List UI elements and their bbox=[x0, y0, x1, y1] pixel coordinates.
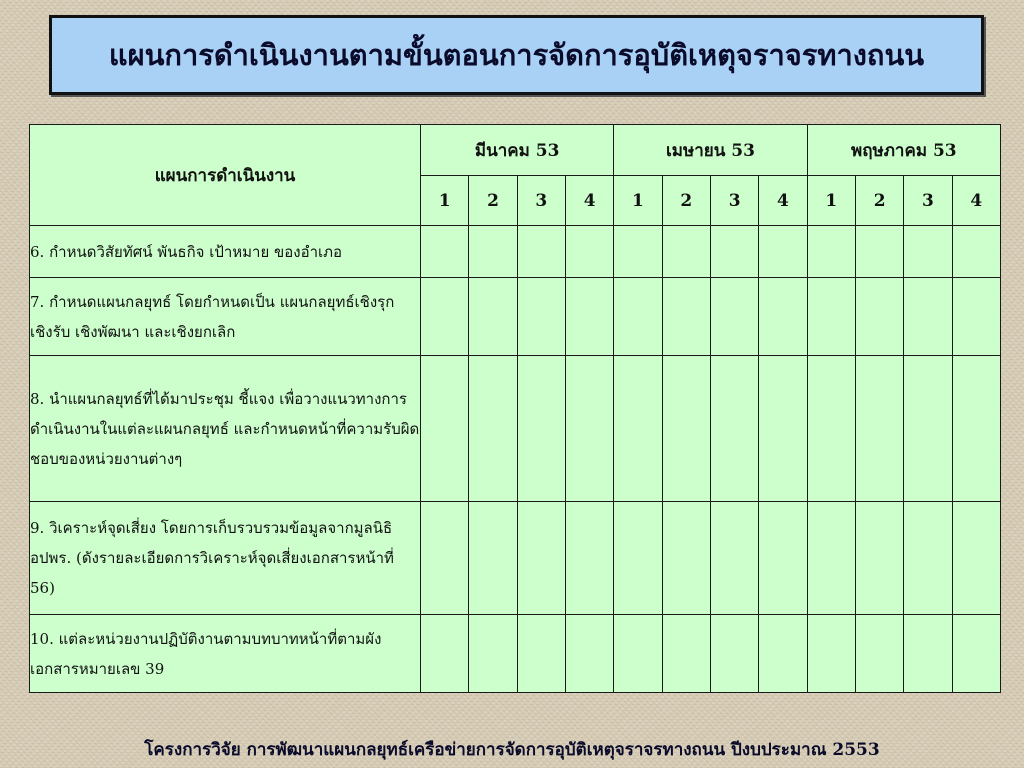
task-text: 9. วิเคราะห์จุดเสี่ยง โดยการเก็บรวบรวมข้อมูลจากมูลนิธิ อปพร. (ดังรายละเอียดการวิเคราะห์จุดเสี่ยงเอกสารหน้าที่ 56) bbox=[30, 502, 421, 615]
schedule-cell bbox=[807, 356, 855, 502]
schedule-cell bbox=[662, 615, 710, 693]
week-header: 2 bbox=[855, 176, 903, 226]
schedule-cell bbox=[614, 356, 662, 502]
week-header: 1 bbox=[421, 176, 469, 226]
schedule-cell bbox=[855, 356, 903, 502]
schedule-cell bbox=[469, 615, 517, 693]
schedule-cell bbox=[614, 278, 662, 356]
schedule-cell bbox=[421, 356, 469, 502]
schedule-cell bbox=[710, 278, 758, 356]
schedule-cell bbox=[759, 278, 807, 356]
schedule-cell bbox=[855, 502, 903, 615]
schedule-cell bbox=[904, 615, 952, 693]
task-text: 10. แต่ละหน่วยงานปฏิบัติงานตามบทบาทหน้าที่ตามผังเอกสารหมายเลข 39 bbox=[30, 615, 421, 693]
slide-title: แผนการดำเนินงานตามขั้นตอนการจัดการอุบัติเหตุจราจรทางถนน bbox=[108, 38, 925, 72]
schedule-cell bbox=[565, 502, 613, 615]
schedule-cell bbox=[807, 226, 855, 278]
month-header-april: เมษายน 53 bbox=[614, 125, 807, 176]
schedule-cell bbox=[904, 356, 952, 502]
plan-table bbox=[29, 124, 1001, 693]
schedule-cell bbox=[662, 356, 710, 502]
week-header: 3 bbox=[904, 176, 952, 226]
schedule-cell bbox=[759, 226, 807, 278]
schedule-cell bbox=[517, 502, 565, 615]
schedule-cell bbox=[517, 278, 565, 356]
schedule-cell bbox=[421, 502, 469, 615]
week-header: 1 bbox=[614, 176, 662, 226]
schedule-cell bbox=[759, 356, 807, 502]
schedule-cell bbox=[952, 356, 1000, 502]
table-row bbox=[30, 502, 1001, 615]
schedule-cell bbox=[517, 226, 565, 278]
footer-caption: โครงการวิจัย การพัฒนาแผนกลยุทธ์เครือข่ายการจัดการอุบัติเหตุจราจรทางถนน ปีงบประมาณ 2553 bbox=[144, 740, 880, 760]
task-text: 7. กำหนดแผนกลยุทธ์ โดยกำหนดเป็น แผนกลยุทธ์เชิงรุก เชิงรับ เชิงพัฒนา และเชิงยกเลิก bbox=[30, 278, 421, 356]
schedule-cell bbox=[807, 502, 855, 615]
schedule-cell bbox=[952, 615, 1000, 693]
schedule-cell bbox=[662, 278, 710, 356]
week-header: 1 bbox=[807, 176, 855, 226]
schedule-cell bbox=[759, 502, 807, 615]
schedule-cell bbox=[469, 356, 517, 502]
schedule-cell bbox=[614, 226, 662, 278]
table-row bbox=[30, 226, 1001, 278]
task-text: 8. นำแผนกลยุทธ์ที่ได้มาประชุม ชี้แจง เพื่อวางแนวทางการดำเนินงานในแต่ละแผนกลยุทธ์ และกำหนดหน้าที่ความรับผิดชอบของหน่วยงานต่างๆ bbox=[30, 356, 421, 502]
schedule-cell bbox=[855, 278, 903, 356]
slide-title-box bbox=[49, 15, 984, 95]
schedule-cell bbox=[565, 356, 613, 502]
table-row bbox=[30, 356, 1001, 502]
week-header: 3 bbox=[517, 176, 565, 226]
schedule-cell bbox=[952, 226, 1000, 278]
schedule-cell bbox=[710, 356, 758, 502]
schedule-cell bbox=[904, 502, 952, 615]
plan-header: แผนการดำเนินงาน bbox=[30, 125, 421, 226]
schedule-cell bbox=[614, 615, 662, 693]
week-header: 4 bbox=[565, 176, 613, 226]
schedule-cell bbox=[469, 278, 517, 356]
schedule-cell bbox=[614, 502, 662, 615]
schedule-cell bbox=[855, 615, 903, 693]
schedule-cell bbox=[565, 278, 613, 356]
schedule-cell bbox=[565, 615, 613, 693]
schedule-cell bbox=[710, 226, 758, 278]
schedule-cell bbox=[469, 226, 517, 278]
month-header-march: มีนาคม 53 bbox=[421, 125, 614, 176]
week-header: 4 bbox=[952, 176, 1000, 226]
week-header: 2 bbox=[469, 176, 517, 226]
schedule-cell bbox=[421, 226, 469, 278]
task-text: 6. กำหนดวิสัยทัศน์ พันธกิจ เป้าหมาย ของอำเภอ bbox=[30, 226, 421, 278]
schedule-cell bbox=[952, 278, 1000, 356]
schedule-cell bbox=[904, 278, 952, 356]
week-header: 4 bbox=[759, 176, 807, 226]
schedule-cell bbox=[517, 356, 565, 502]
table-row bbox=[30, 615, 1001, 693]
schedule-cell bbox=[421, 615, 469, 693]
schedule-cell bbox=[807, 615, 855, 693]
schedule-cell bbox=[662, 502, 710, 615]
schedule-cell bbox=[807, 278, 855, 356]
schedule-cell bbox=[710, 615, 758, 693]
schedule-cell bbox=[662, 226, 710, 278]
schedule-cell bbox=[855, 226, 903, 278]
schedule-cell bbox=[710, 502, 758, 615]
schedule-cell bbox=[904, 226, 952, 278]
month-header-may: พฤษภาคม 53 bbox=[807, 125, 1000, 176]
week-header: 3 bbox=[710, 176, 758, 226]
schedule-cell bbox=[517, 615, 565, 693]
schedule-cell bbox=[952, 502, 1000, 615]
week-header: 2 bbox=[662, 176, 710, 226]
schedule-cell bbox=[565, 226, 613, 278]
schedule-cell bbox=[759, 615, 807, 693]
table-row bbox=[30, 278, 1001, 356]
schedule-cell bbox=[469, 502, 517, 615]
schedule-cell bbox=[421, 278, 469, 356]
